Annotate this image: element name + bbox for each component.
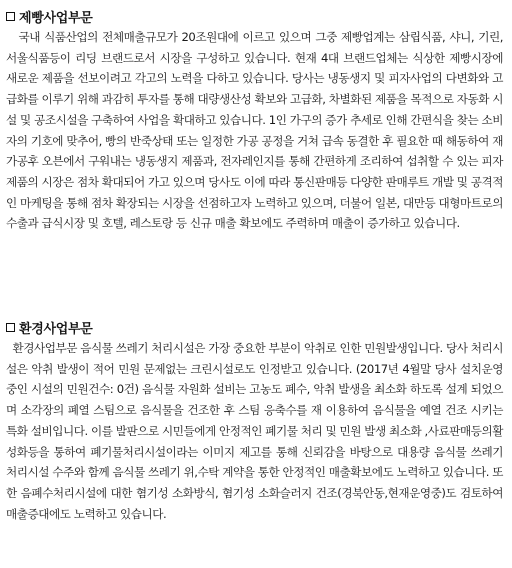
- section-title: 환경사업부문: [19, 321, 93, 337]
- section-body: 국내 식품산업의 전체매출규모가 20조원대에 이르고 있으며 그중 제빵업계는 삼립식품, 샤니, 기린, 서울식품등이 리딩 브랜드로서 시장을 구성하고 있습니다. 현재 4대 브랜드업체는 식상한 제빵시장에 새로운 제품을 선보이려고 각고의 노력을 다하고 있습니다. 당사는 냉동생지 및 피자사업의 다변화와 고급화를 이루기 위해 과감히 투자를 통해 대량생산성 확보와 고급화, 차별화된 제품을 목적으로 자동화 시설 및 공조시설을 구축하여 사업을 확대하고 있습니다. 1인 가구의 증가 추세로 인해 간편식을 찾는 소비자의 기호에 맞추어, 빵의 반죽상태 또는 일정한 가공 공정을 거쳐 급속 동결한 후 필요한 때 해동하여 재가공후 오븐에서 구워내는 냉동생지 제품과, 전자레인지를 통해 간편하게 조리하여 섭취할 수 있는 피자 제품의 시장은 점차 확대되어 가고 있으며 당사도 이에 따라 통신판매등 다양한 판매루트 개발 및 공격적인 마케팅을 통해 점차 확장되는 시장을 선점하고자 노력하고 있으며, 더불어 일본, 대만등 대형마트로의 수출과 급식시장 및 호텔, 레스토랑 등 신규 매출 확보에도 주력하며 매출이 증가하고 있습니다.: [6, 30, 503, 231]
- square-bullet-icon: [6, 323, 15, 332]
- section-bakery: [5, 8, 505, 234]
- section-heading: [5, 8, 505, 24]
- section-environment: [5, 319, 505, 524]
- section-title: 제빵사업부문: [19, 10, 93, 26]
- section-body: 환경사업부문 음식물 쓰레기 처리시설은 가장 중요한 부분이 악취로 인한 민원발생입니다. 당사 처리시설은 악취 발생이 적어 민원 문제없는 크린시설로도 인정받고 있습니다. (2017년 4월말 당사 설치운영중인 시설의 민원건수: 0건) 음식물 자원화 설비는 고농도 폐수, 악취 발생을 최소화 하도록 설계 되었으며 소각장의 폐열 스팀으로 음식물을 건조한 후 스팀 응축수를 재 이용하여 음식물을 예열 건조 시키는 특화 설비입니다. 이를 발판으로 시민들에게 안정적인 폐기물 처리 및 민원 발생 최소화 ,사료판매등의활성화등을 통하여 폐기물처리시설이라는 이미지 제고를 통해 신뢰감을 바탕으로 대용량 음식물 쓰레기 처리시설 수주와 함께 음식물 쓰레기 위,수탁 계약을 통한 안정적인 매출확보에도 노력하고 있습니다. 또한 음폐수처리시설에 대한 혐기성 소화방식, 혐기성 소화슬러지 건조(경북안동,현재운영중)도 검토하여 매출증대에도 노력하고 있습니다.: [6, 341, 503, 521]
- section-heading: [5, 319, 505, 335]
- square-bullet-icon: [6, 12, 15, 21]
